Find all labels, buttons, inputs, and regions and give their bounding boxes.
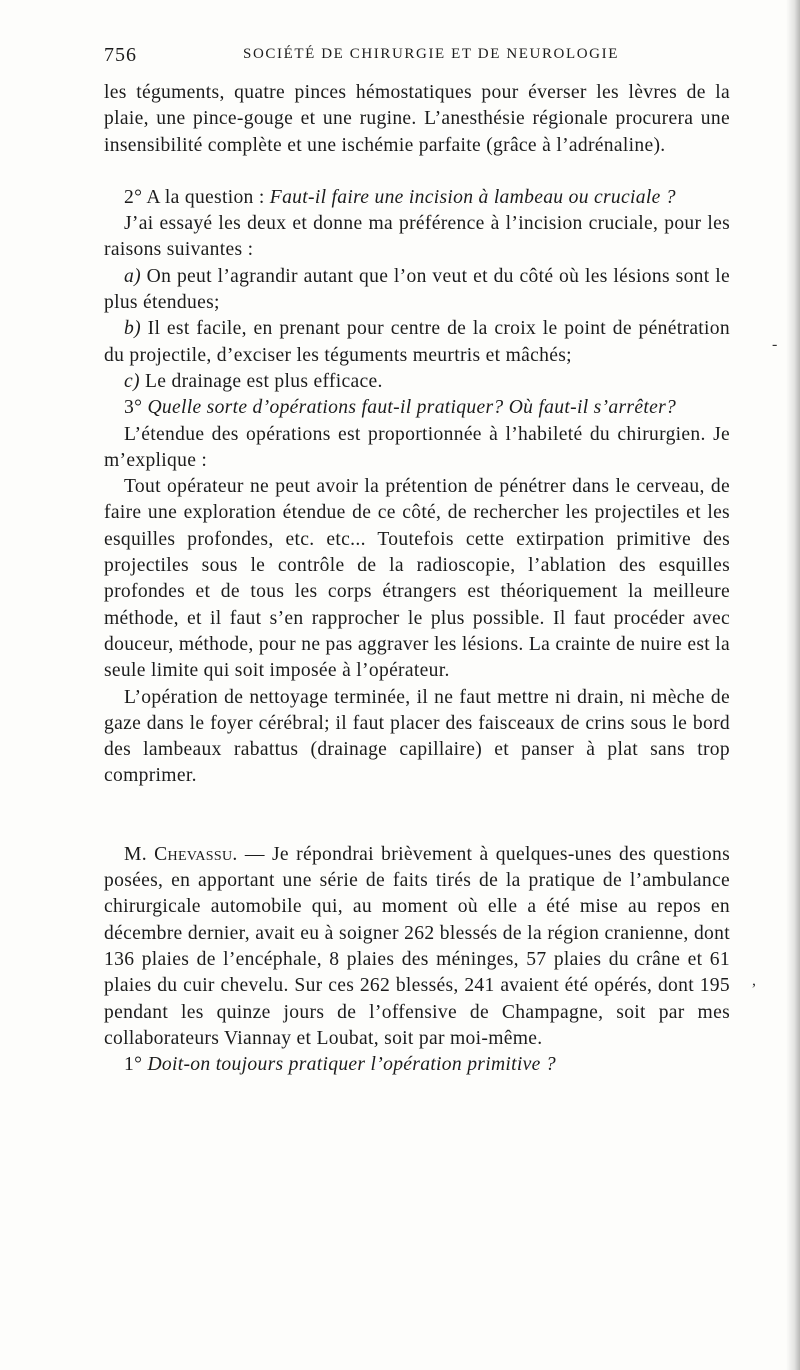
paragraph-text: Tout opérateur ne peut avoir la prétention de pénétrer dans le cerveau, de faire une exploration étendue de ce côté, de rechercher les projectiles et les esquilles profondes, etc. etc... Toutefois cette extirpation primitive des projectiles sous le contrôle de la radioscopie, l’ablation des esquilles profondes et de tous les corps étrangers est théoriquement la meilleure méthode, et il faut s’en rapprocher le plus possible. Il faut procéder avec douceur, méthode, pour ne pas aggraver les lésions. La crainte de nuire est la seule limite qui soit imposée à l’opérateur.: [104, 476, 730, 682]
margin-mark: -: [772, 336, 778, 353]
list-marker: a): [124, 265, 141, 287]
running-title: SOCIÉTÉ DE CHIRURGIE ET DE NEUROLOGIE: [243, 46, 619, 62]
list-item-text: Il est facile, en prenant pour centre de la croix le point de pénétration du projectile, d’exciser les téguments meurtris et mâchés;: [104, 318, 730, 366]
question-heading: [104, 185, 730, 211]
margin-mark: ,: [752, 972, 756, 989]
list-item: [104, 264, 730, 317]
question-text: Doit-on toujours pratiquer l’opération primitive ?: [147, 1054, 556, 1076]
question-number: 1°: [124, 1054, 148, 1076]
paragraph: [104, 422, 730, 475]
question-number: 3°: [124, 397, 148, 419]
paragraph: [104, 474, 730, 684]
list-item-text: On peut l’agrandir autant que l’on veut et du côté où les lésions sont le plus étendues;: [104, 265, 730, 314]
question-text: Faut-il faire une incision à lambeau ou cruciale ?: [269, 186, 676, 208]
list-item: [104, 316, 730, 369]
paragraph-text: L’opération de nettoyage terminée, il ne faut mettre ni drain, ni mèche de gaze dans le foyer cérébral; il faut placer des faisceaux de crins sous le bord des lambeaux rabattus (drainage capillaire) et panser à plat sans trop comprimer.: [104, 686, 730, 787]
paragraph-text: — Je répondrai brièvement à quelques-unes des questions posées, en apportant une série de faits tirés de la pratique de l’ambulance chirurgicale automobile qui, au moment où elle a été mise au repos en décembre dernier, avait eu à soigner 262 blessés de la région cranienne, dont 136 plaies de l’encéphale, 8 plaies des méninges, 57 plaies du crâne et 61 plaies du cuir chevelu. Sur ces 262 blessés, 241 avaient été opérés, dont 195 pendant les quinze jours de l’offensive de Champagne, soit par mes collaborateurs Viannay et Loubat, soit par moi-même.: [104, 843, 730, 1049]
speaker-name: M. Chevassu.: [124, 843, 238, 865]
paragraph-text: les téguments, quatre pinces hémostatiques pour éverser les lèvres de la plaie, une pince-gouge et une rugine. L’anesthésie régionale procurera une insensibilité complète et une ischémie parfaite (grâce à l’adrénaline).: [104, 82, 730, 156]
list-marker: b): [124, 318, 141, 340]
question-heading: [104, 395, 730, 421]
list-item: [104, 369, 730, 395]
page-edge-shadow: [786, 0, 800, 1370]
paragraph: [104, 211, 730, 264]
speaker-paragraph: [104, 842, 730, 1052]
question-number: 2° A la question :: [124, 186, 270, 208]
paragraph: [104, 685, 730, 790]
paragraph-text: J’ai essayé les deux et donne ma préférence à l’incision cruciale, pour les raisons suivantes :: [104, 213, 730, 261]
paragraph: [104, 80, 730, 159]
body-text: [104, 80, 730, 1078]
list-item-text: Le drainage est plus efficace.: [139, 370, 383, 392]
page-number: 756: [104, 44, 137, 66]
paragraph-text: L’étendue des opérations est proportionnée à l’habileté du chirurgien. Je m’explique :: [104, 423, 730, 471]
question-text: Quelle sorte d’opérations faut-il pratiquer? Où faut-il s’arrêter?: [147, 397, 677, 419]
running-head: [104, 44, 730, 68]
list-marker: c): [124, 370, 140, 392]
question-heading: [104, 1052, 730, 1078]
